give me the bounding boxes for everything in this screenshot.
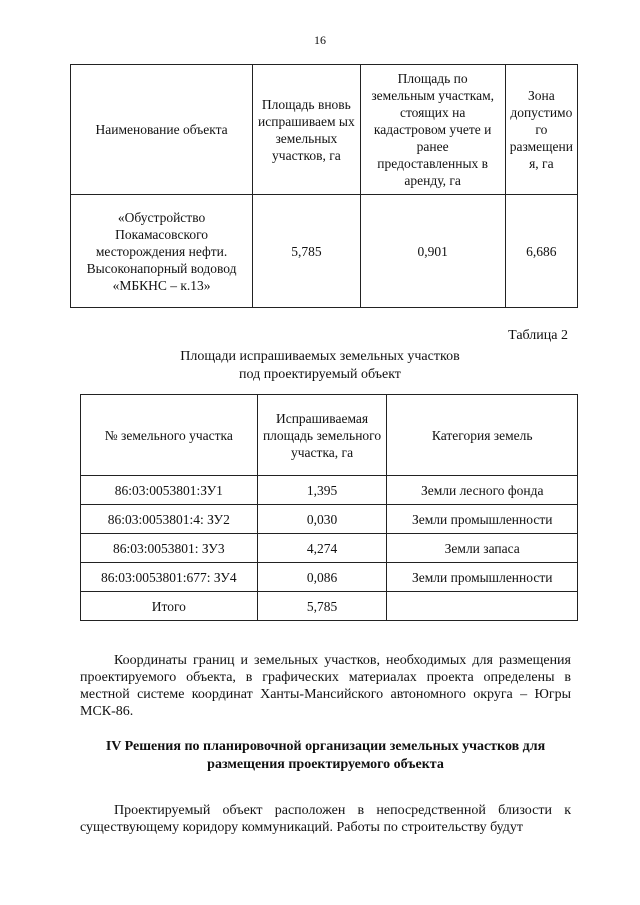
category-cell: Земли промышленности: [387, 505, 578, 534]
section-heading: [80, 738, 571, 774]
header-new-area: Площадь вновь испрашиваем ых земельных участков, га: [253, 65, 360, 195]
land-plots-table: [80, 394, 578, 621]
header-cadastral-area: Площадь по земельным участкам, стоящих на кадастровом учете и ранее предоставленных в аренду, га: [360, 65, 505, 195]
total-row: [81, 592, 578, 621]
section-heading-line2: размещения проектируемого объекта: [207, 757, 444, 772]
header-plot-number: № земельного участка: [81, 395, 258, 476]
plot-number-cell: 86:03:0053801:4: ЗУ2: [81, 505, 258, 534]
section-heading-line1: IV Решения по планировочной организации земельных участков для: [105, 739, 546, 754]
category-cell: Земли промышленности: [387, 563, 578, 592]
table2-caption: [0, 328, 640, 384]
category-cell: Земли лесного фонда: [387, 476, 578, 505]
new-area-cell: 5,785: [253, 195, 360, 308]
table-title-line2: под проектируемый объект: [239, 367, 401, 382]
area-cell: 1,395: [257, 476, 387, 505]
table-row: [71, 195, 578, 308]
header-object-name: Наименование объекта: [71, 65, 253, 195]
total-label-cell: Итого: [81, 592, 258, 621]
total-area-cell: 5,785: [257, 592, 387, 621]
object-area-table: [70, 64, 578, 308]
page-number: 16: [314, 33, 326, 47]
zone-area-cell: 6,686: [505, 195, 577, 308]
table-header-row: [81, 395, 578, 476]
table-header-row: [71, 65, 578, 195]
cadastral-area-cell: 0,901: [360, 195, 505, 308]
plot-number-cell: 86:03:0053801:677: ЗУ4: [81, 563, 258, 592]
table-title-line1: Площади испрашиваемых земельных участков: [180, 349, 460, 364]
design-paragraph: Проектируемый объект расположен в непосредственной близости к существующему коридору коммуникаций. Работы по строительству будут: [80, 803, 571, 835]
category-cell: Земли запаса: [387, 534, 578, 563]
header-requested-area: Испрашиваемая площадь земельного участка, га: [257, 395, 387, 476]
table-row: [81, 505, 578, 534]
plot-number-cell: 86:03:0053801:ЗУ1: [81, 476, 258, 505]
area-cell: 0,086: [257, 563, 387, 592]
header-zone-area: Зона допустимо го размещени я, га: [505, 65, 577, 195]
table-row: [81, 476, 578, 505]
table-number: Таблица 2: [508, 328, 568, 343]
header-land-category: Категория земель: [387, 395, 578, 476]
area-cell: 0,030: [257, 505, 387, 534]
object-name-cell: «Обустройство Покамасовского месторождения нефти. Высоконапорный водовод «МБКНС – к.13»: [71, 195, 253, 308]
plot-number-cell: 86:03:0053801: ЗУ3: [81, 534, 258, 563]
table-row: [81, 534, 578, 563]
coordinates-paragraph: Координаты границ и земельных участков, необходимых для размещения проектируемого объекта, в графических материалах проекта определены в местной системе координат Ханты-Мансийского автономного округа – Югры МСК-86.: [80, 653, 571, 719]
table-row: [81, 563, 578, 592]
area-cell: 4,274: [257, 534, 387, 563]
total-category-cell: [387, 592, 578, 621]
